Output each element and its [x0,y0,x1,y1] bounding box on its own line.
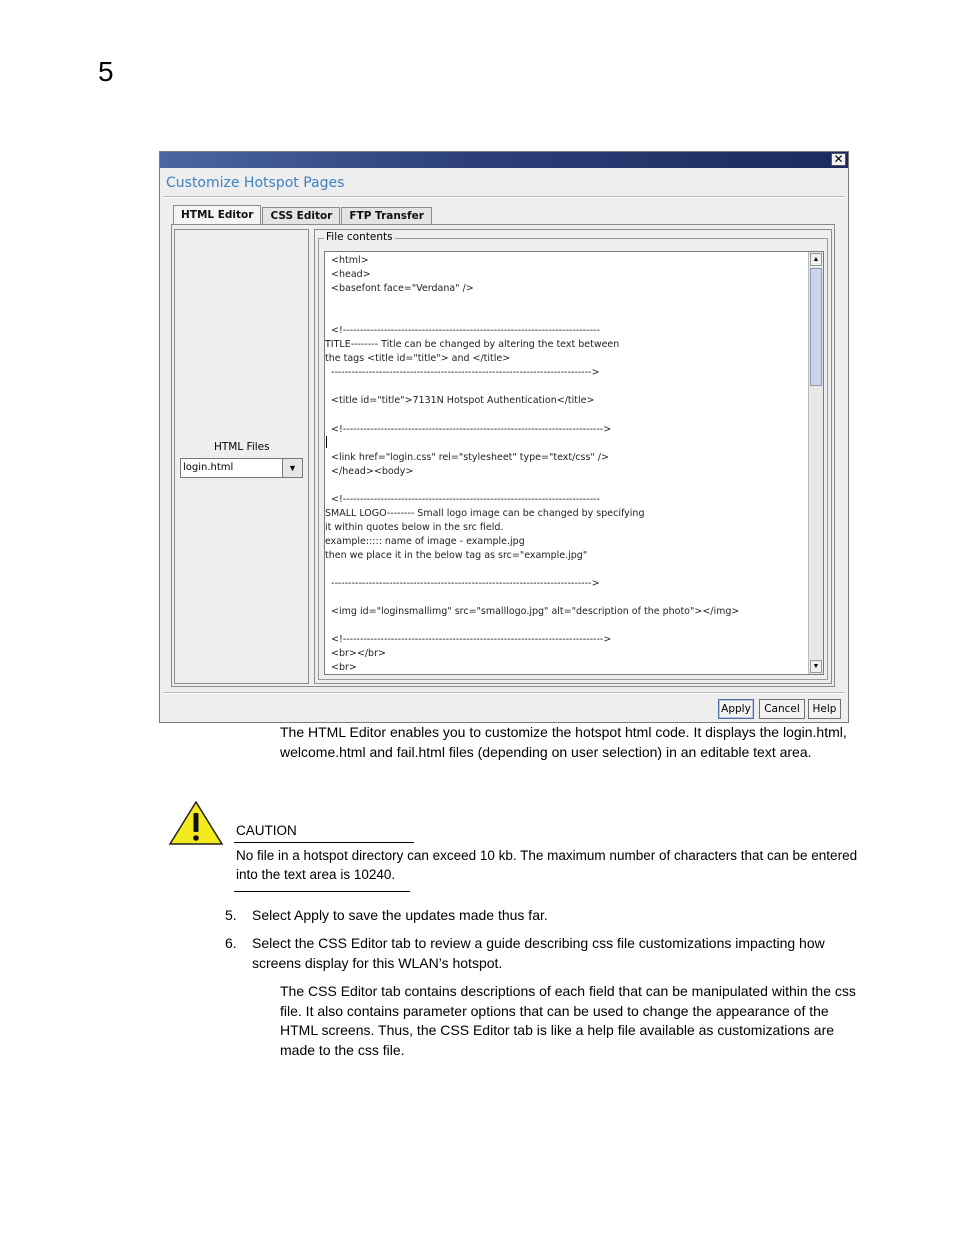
caution-icon [168,800,224,846]
apply-button[interactable]: Apply [718,699,754,719]
code-line [325,380,807,394]
code-line [325,296,807,310]
code-line: then we place it in the below tag as src="example.jpg" [325,549,588,561]
code-line: <!--------------------------------------------------------------------------- [325,325,600,337]
header-divider [164,196,844,198]
code-line: SMALL LOGO-------- Small logo image can be changed by specifying [325,507,645,519]
cancel-button[interactable]: Cancel [759,699,805,719]
code-line: <br></br> [325,648,386,660]
code-line: it within quotes below in the src field. [325,521,504,533]
caution-title: CAUTION [236,823,297,838]
tab-ftp-transfer[interactable]: FTP Transfer [341,207,432,224]
code-line: the tags <title id="title"> and </title> [325,353,511,365]
step-body [252,934,862,973]
step-text: Select the [252,935,319,951]
code-line: <!--------------------------------------------------------------------------- [325,493,600,505]
code-line: example::::: name of image - example.jpg [325,535,525,547]
window-titlebar[interactable] [160,152,848,168]
code-line: </head><body> [325,465,414,477]
code-line: <title id="title">7131N Hotspot Authentication</title> [325,395,595,407]
tab-bar [173,207,433,225]
html-files-pane [174,229,309,684]
code-line: <img id="loginsmallimg" src="smalllogo.jpg" alt="description of the photo"></img> [325,606,740,618]
file-contents-group [318,231,828,680]
text-caret [326,436,327,448]
step-body [252,906,862,926]
caution-rule-top [234,842,414,843]
file-contents-textarea[interactable] [324,251,824,675]
code-line: <link href="login.css" rel="stylesheet" type="text/css" /> [325,451,609,463]
html-editor-panel [171,224,835,687]
html-files-selected-value: login.html [183,462,234,473]
code-lines [325,254,807,675]
code-line: TITLE-------- Title can be changed by altering the text between [325,339,620,351]
caution-text: No file in a hotspot directory can exceed 10 kb. The maximum number of characters that can be entered into the text area is 10240. [236,848,858,882]
step-text: tab to review a guide describing css file customizations impacting how screens display for this WLAN’s hotspot. [252,935,825,971]
css-editor-paragraph: The CSS Editor tab contains descriptions of each field that can be manipulated within the css file. It also contains parameter options that can be used to change the appearance of the HTML screens. Thus, the CSS Editor tab is like a help file available as customizations are made to the css file. [280,983,856,1058]
customize-hotspot-dialog [159,151,849,723]
button-divider [164,692,844,694]
caution-rule-bottom [234,891,410,892]
tab-html-editor[interactable]: HTML Editor [173,205,261,224]
intro-paragraph: The HTML Editor enables you to customize the hotspot html code. It displays the login.html, welcome.html and fail.html files (depending on user selection) in an editable text area. [280,724,847,760]
step-text: to save the updates made thus far. [329,907,548,923]
html-files-label: HTML Files [214,441,270,453]
step-keyword: Apply [294,907,330,923]
scroll-up-icon[interactable]: ▲ [810,253,822,266]
code-line [325,437,807,451]
code-line [325,563,807,577]
code-line: ----------------------------------------------------------------------------> [325,367,600,379]
dialog-title: Customize Hotspot Pages [166,175,345,191]
scroll-down-icon[interactable]: ▼ [810,660,822,673]
code-line: <!----------------------------------------------------------------------------> [325,423,612,435]
step-number: 6. [225,935,237,951]
html-files-select[interactable] [180,458,303,478]
code-line [325,409,807,423]
code-line [325,310,807,324]
code-line [325,479,807,493]
file-contents-pane [314,229,832,684]
code-line [325,591,807,605]
vertical-scrollbar[interactable] [808,252,823,674]
chapter-number: 5 [98,56,114,87]
code-line: <!----------------------------------------------------------------------------> [325,634,612,646]
code-line: <html> [325,255,369,266]
tab-css-editor[interactable]: CSS Editor [262,207,340,224]
scrollbar-thumb[interactable] [810,268,822,386]
code-line [325,619,807,633]
step-text: Select [252,907,295,923]
code-line: <head> [325,269,371,281]
code-line: <br> [325,662,357,674]
step-keyword: CSS Editor [318,935,388,951]
help-button[interactable]: Help [808,699,841,719]
file-contents-label: File contents [326,231,393,243]
code-line: ----------------------------------------------------------------------------> [325,578,600,590]
close-icon[interactable]: ✕ [831,153,846,166]
step-number: 5. [225,907,237,923]
dropdown-arrow-icon[interactable]: ▼ [282,459,302,477]
code-line: <basefont face="Verdana" /> [325,283,474,295]
